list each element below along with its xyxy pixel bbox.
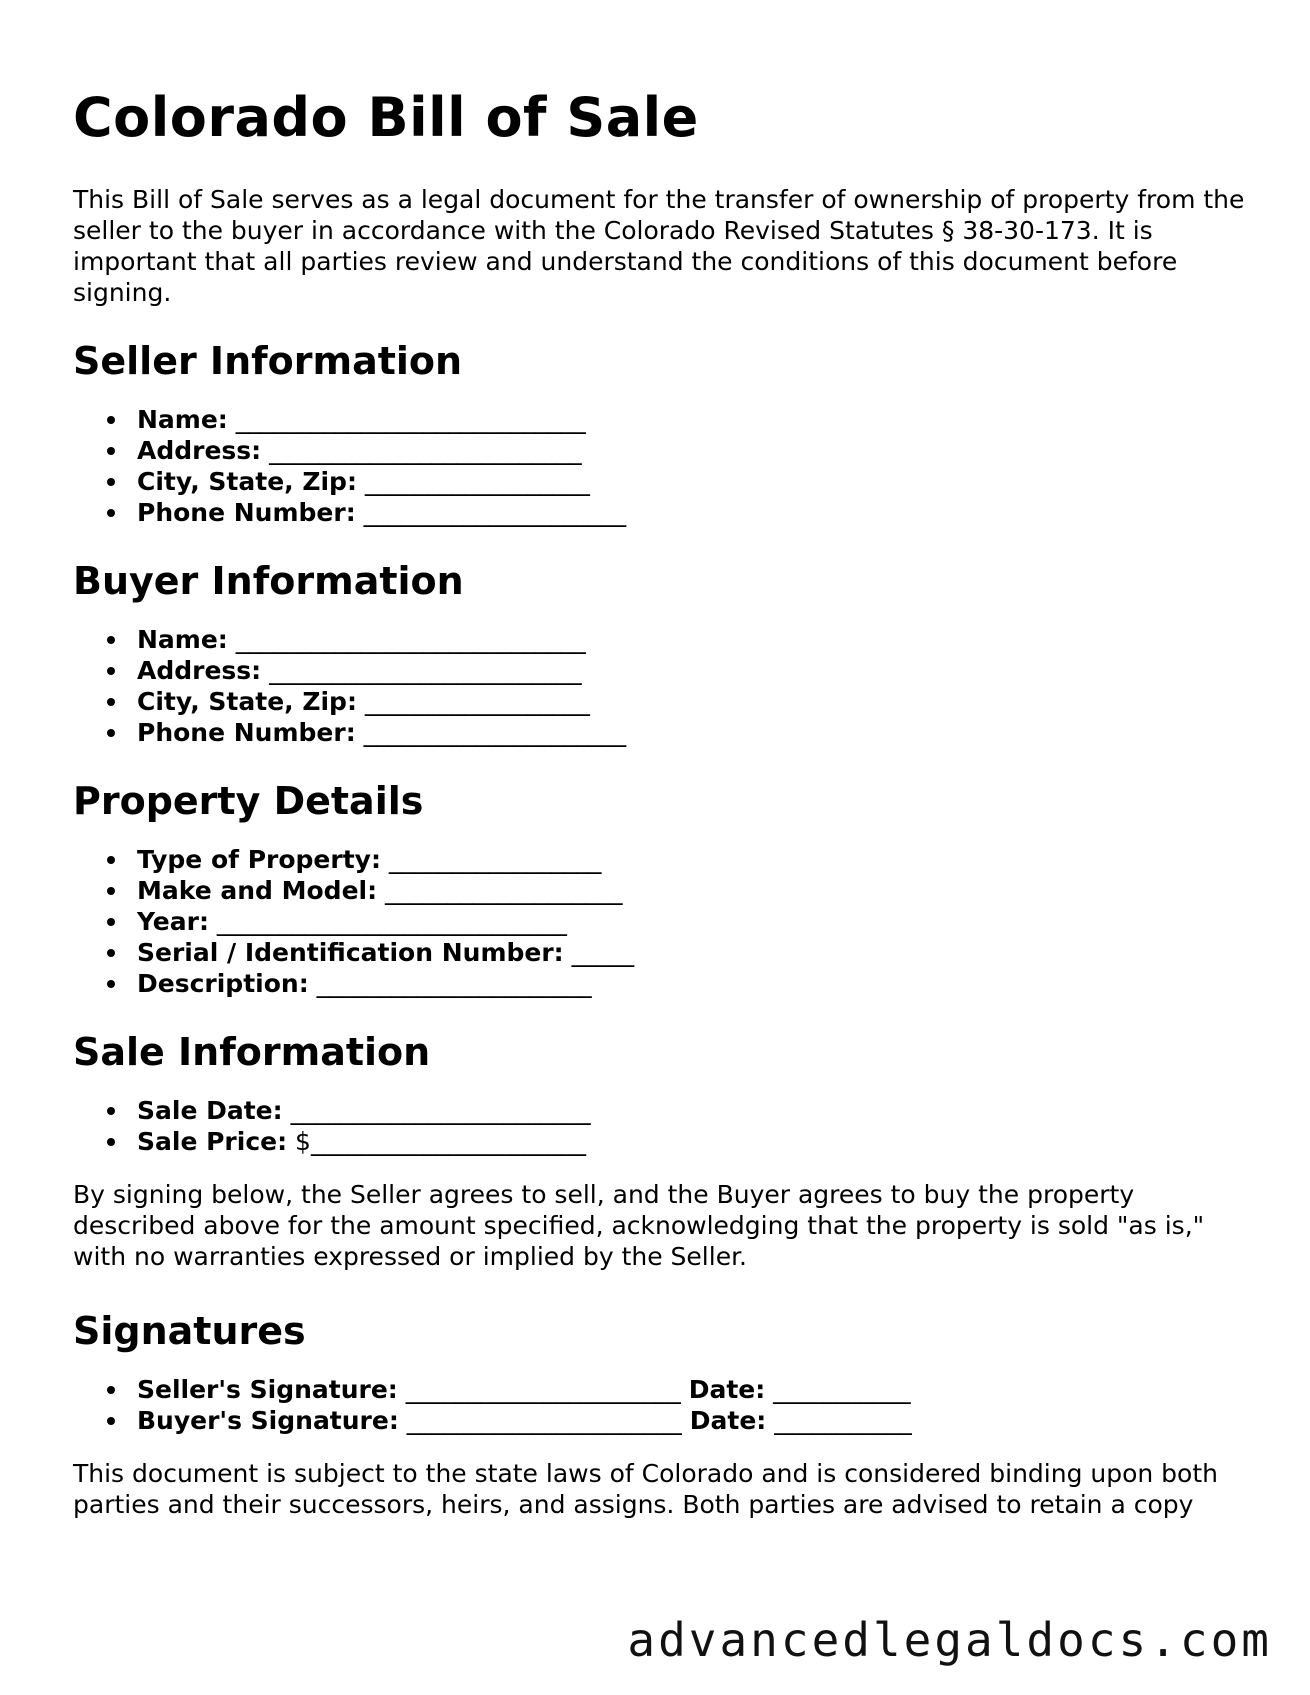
fill-in-blank: __________________ xyxy=(356,467,590,496)
property-year-field xyxy=(107,906,1253,937)
sale-price-field xyxy=(107,1126,1253,1157)
fill-in-blank: ____________________________ xyxy=(208,907,567,936)
buyer-heading: Buyer Information xyxy=(73,559,464,603)
field-label: City, State, Zip: xyxy=(137,687,357,716)
document-page xyxy=(73,86,1253,1520)
property-type-field xyxy=(107,844,1253,875)
buyer-city-state-zip-field xyxy=(107,686,1253,717)
seller-signature-field xyxy=(107,1374,1253,1405)
fill-in-blank: ______________________ xyxy=(308,969,592,998)
field-label: Name: xyxy=(137,405,228,434)
document-title: Colorado Bill of Sale xyxy=(73,86,699,149)
signature-field-list xyxy=(73,1374,1253,1436)
fill-in-blank: ____________________________ xyxy=(227,625,586,654)
property-make-model-field xyxy=(107,875,1253,906)
buyer-signature-field xyxy=(107,1405,1253,1436)
field-label: Type of Property: xyxy=(137,845,381,874)
field-label: Sale Date: xyxy=(137,1096,283,1125)
field-label: Description: xyxy=(137,969,309,998)
field-label: Sale Price: xyxy=(137,1127,288,1156)
signatures-heading: Signatures xyxy=(73,1309,306,1353)
fill-in-blank: _____________________ xyxy=(355,718,627,747)
field-label: Buyer's Signature: xyxy=(137,1406,399,1435)
date-label: Date: xyxy=(688,1375,766,1404)
fill-in-blank: ___________ xyxy=(765,1375,911,1404)
field-label: Address: xyxy=(137,656,262,685)
fill-in-blank: ___________ xyxy=(766,1406,912,1435)
fill-in-blank: _________________ xyxy=(380,845,602,874)
field-label: Address: xyxy=(137,436,262,465)
fill-in-blank: ____________________________ xyxy=(227,405,586,434)
fill-in-blank: ______________________ xyxy=(398,1406,690,1435)
fill-in-blank: _________________________ xyxy=(261,656,582,685)
fill-in-blank: _________________________ xyxy=(261,436,582,465)
seller-city-state-zip-field xyxy=(107,466,1253,497)
seller-name-field xyxy=(107,404,1253,435)
field-label: Year: xyxy=(137,907,209,936)
field-label: Phone Number: xyxy=(137,498,356,527)
field-label: City, State, Zip: xyxy=(137,467,357,496)
property-heading: Property Details xyxy=(73,779,424,823)
fill-in-blank: _____________________ xyxy=(355,498,627,527)
fill-in-blank: ___________________ xyxy=(377,876,623,905)
seller-address-field xyxy=(107,435,1253,466)
field-label: Name: xyxy=(137,625,228,654)
seller-phone-field xyxy=(107,497,1253,528)
fill-in-blank: _____ xyxy=(563,938,635,967)
date-label: Date: xyxy=(689,1406,767,1435)
site-watermark: advancedlegaldocs.com xyxy=(627,1613,1272,1667)
buyer-name-field xyxy=(107,624,1253,655)
closing-paragraph: This document is subject to the state laws of Colorado and is considered binding upon both parties and their successors, heirs, and assigns. Both parties are advised to retain a copy xyxy=(73,1459,1218,1519)
field-label: Make and Model: xyxy=(137,876,378,905)
fill-in-blank: __________________ xyxy=(356,687,590,716)
property-serial-field xyxy=(107,937,1253,968)
fill-in-blank: $______________________ xyxy=(287,1127,586,1156)
seller-heading: Seller Information xyxy=(73,339,463,383)
seller-field-list xyxy=(73,404,1253,528)
intro-paragraph: This Bill of Sale serves as a legal document for the transfer of ownership of property from the seller to the buyer in accordance with the Colorado Revised Statutes § 38-30-173. It is important that all parties review and understand the conditions of this document before signing. xyxy=(73,185,1245,307)
fill-in-blank: ________________________ xyxy=(282,1096,591,1125)
buyer-field-list xyxy=(73,624,1253,748)
fill-in-blank: ______________________ xyxy=(397,1375,689,1404)
agreement-paragraph: By signing below, the Seller agrees to sell, and the Buyer agrees to buy the property described above for the amount specified, acknowledging that the property is sold "as is," with no warranties expressed or implied by the Seller. xyxy=(73,1180,1205,1271)
sale-date-field xyxy=(107,1095,1253,1126)
field-label: Serial / Identification Number: xyxy=(137,938,564,967)
property-field-list xyxy=(73,844,1253,999)
field-label: Seller's Signature: xyxy=(137,1375,398,1404)
sale-heading: Sale Information xyxy=(73,1030,431,1074)
sale-field-list xyxy=(73,1095,1253,1157)
property-description-field xyxy=(107,968,1253,999)
buyer-phone-field xyxy=(107,717,1253,748)
field-label: Phone Number: xyxy=(137,718,356,747)
buyer-address-field xyxy=(107,655,1253,686)
